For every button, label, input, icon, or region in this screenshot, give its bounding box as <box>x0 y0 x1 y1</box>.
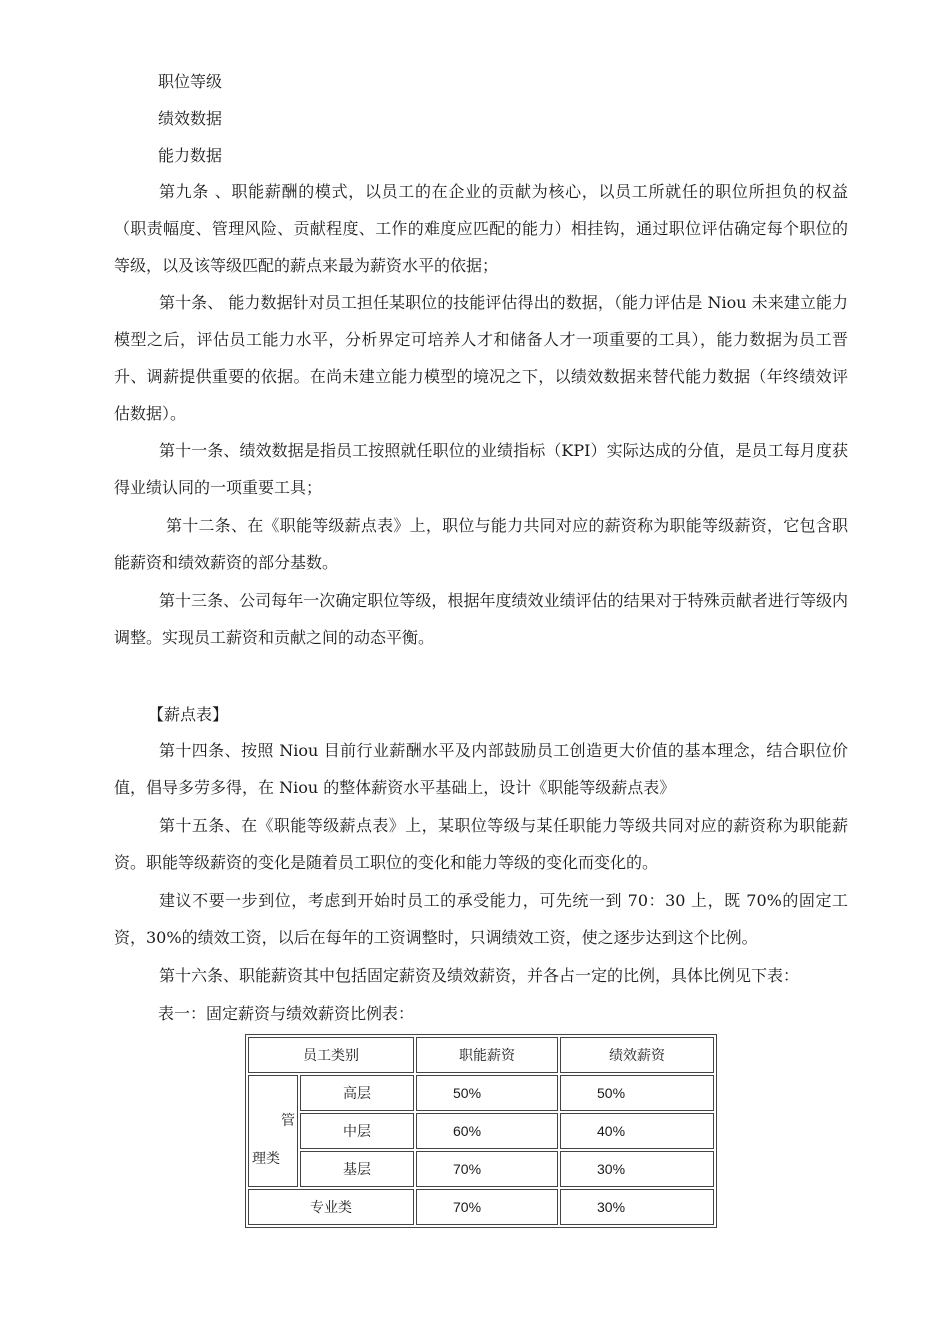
performance-ratio-cell: 30% <box>560 1189 714 1225</box>
header-performance-salary: 绩效薪资 <box>560 1037 714 1073</box>
article-14: 第十四条、按照 Niou 目前行业薪酬水平及内部鼓励员工创造更大价值的基本理念，结合职位价值，倡导多劳多得，在 Niou 的整体薪资水平基础上，设计《职能等级薪点表》 <box>114 741 848 797</box>
table-row <box>248 1189 714 1225</box>
fixed-ratio-cell: 70% <box>416 1189 558 1225</box>
article-15: 第十五条、在《职能等级薪点表》上，某职位等级与某任职能力等级共同对应的薪资称为职能薪资。职能等级薪资的变化是随着员工职位的变化和能力等级的变化而变化的。 <box>114 816 848 872</box>
table-caption: 表一：固定薪资与绩效薪资比例表： <box>158 1004 415 1023</box>
fixed-ratio-cell: 50% <box>416 1075 558 1111</box>
table-row <box>248 1151 714 1187</box>
article-12: 第十二条、在《职能等级薪点表》上，职位与能力共同对应的薪资称为职能等级薪资，它包含职能薪资和绩效薪资的部分基数。 <box>114 516 848 572</box>
article-11: 第十一条、绩效数据是指员工按照就任职位的业绩指标（KPI）实际达成的分值，是员工每月度获得业绩认同的一项重要工具； <box>114 441 848 497</box>
list-item-ability-data: 能力数据 <box>158 146 223 165</box>
fixed-ratio-cell: 70% <box>416 1151 558 1187</box>
list-item-performance-data: 绩效数据 <box>158 109 223 128</box>
fixed-ratio-cell: 60% <box>416 1113 558 1149</box>
article-13: 第十三条、公司每年一次确定职位等级，根据年度绩效业绩评估的结果对于特殊贡献者进行等级内调整。实现员工薪资和贡献之间的动态平衡。 <box>114 591 848 647</box>
list-item-position-level: 职位等级 <box>158 72 223 91</box>
salary-ratio-table <box>245 1034 717 1228</box>
level-cell: 中层 <box>300 1113 414 1149</box>
section-heading-salary-points: 【薪点表】 <box>148 705 229 724</box>
management-label-top: 管 <box>281 1113 295 1129</box>
professional-category-cell: 专业类 <box>248 1189 414 1225</box>
article-16: 第十六条、职能薪资其中包括固定薪资及绩效薪资，并各占一定的比例，具体比例见下表： <box>159 966 800 985</box>
performance-ratio-cell: 50% <box>560 1075 714 1111</box>
performance-ratio-cell: 30% <box>560 1151 714 1187</box>
management-category-cell <box>248 1075 298 1187</box>
article-10: 第十条、 能力数据针对员工担任某职位的技能评估得出的数据，（能力评估是 Niou 未来建立能力模型之后，评估员工能力水平，分析界定可培养人才和储备人才一项重要的工具），能力数据为员工晋升、调薪提供重要的依据。在尚未建立能力模型的境况之下，以绩效数据来替代能力数据（年终绩效评估数据）。 <box>114 293 848 423</box>
suggestion-paragraph: 建议不要一步到位，考虑到开始时员工的承受能力，可先统一到 70：30 上，既 70%的固定工资，30%的绩效工资，以后在每年的工资调整时，只调绩效工资，使之逐步达到这个比例。 <box>114 891 848 947</box>
article-9: 第九条 、职能薪酬的模式，以员工的在企业的贡献为核心，以员工所就任的职位所担负的权益（职责幅度、管理风险、贡献程度、工作的难度应匹配的能力）相挂钩，通过职位评估确定每个职位的等级，以及该等级匹配的薪点来最为薪资水平的依据； <box>114 182 848 275</box>
level-cell: 基层 <box>300 1151 414 1187</box>
table-row <box>248 1113 714 1149</box>
header-employee-category: 员工类别 <box>248 1037 414 1073</box>
management-label-bottom: 理类 <box>252 1151 280 1167</box>
performance-ratio-cell: 40% <box>560 1113 714 1149</box>
level-cell: 高层 <box>300 1075 414 1111</box>
table-header-row <box>248 1037 714 1073</box>
table-row <box>248 1075 714 1111</box>
header-fixed-salary: 职能薪资 <box>416 1037 558 1073</box>
